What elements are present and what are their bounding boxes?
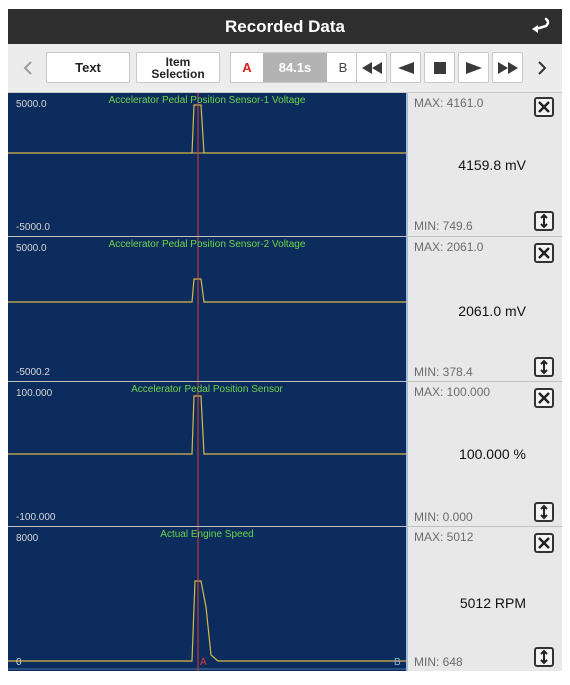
fast-rewind-button[interactable]	[356, 52, 387, 83]
resize-vertical-icon[interactable]	[534, 211, 554, 231]
graph-title: Accelerator Pedal Position Sensor-2 Voltage	[108, 239, 306, 250]
play-button[interactable]	[458, 52, 489, 83]
item-selection-button[interactable]	[136, 52, 220, 83]
resize-vertical-icon[interactable]	[534, 357, 554, 377]
cursor-time-group	[230, 52, 360, 83]
cursor-a-marker: A	[200, 657, 207, 668]
current-value: 4159.8 mV	[458, 157, 526, 173]
data-panel-3	[8, 382, 562, 526]
data-panel-1	[8, 93, 562, 236]
data-panel-4	[8, 527, 562, 671]
data-panel-2	[8, 237, 562, 381]
stop-icon	[434, 62, 446, 74]
y-max-label: 5000.0	[16, 243, 47, 254]
resize-vertical-icon[interactable]	[534, 647, 554, 667]
graph-2[interactable]	[8, 237, 406, 381]
graph-4[interactable]	[8, 527, 406, 671]
step-back-button[interactable]	[390, 52, 421, 83]
graph-3[interactable]	[8, 382, 406, 526]
y-max-label: 100.000	[16, 388, 53, 399]
fast-forward-button[interactable]	[492, 52, 523, 83]
item-selection-line2: Selection	[151, 66, 205, 81]
min-value: MIN: 648	[414, 655, 463, 669]
y-min-label: -5000.2	[16, 367, 50, 378]
graph-title: Accelerator Pedal Position Sensor-1 Voltage	[108, 95, 306, 106]
cursor-b-marker: B	[394, 657, 401, 668]
close-icon[interactable]	[534, 533, 554, 553]
item-selection-line1: Item	[165, 54, 191, 69]
stop-button[interactable]	[424, 52, 455, 83]
y-max-label: 5000.0	[16, 99, 47, 110]
close-icon[interactable]	[534, 388, 554, 408]
y-min-label: -100.000	[16, 512, 56, 523]
chevron-left-icon[interactable]	[16, 52, 40, 83]
max-value: MAX: 5012	[414, 530, 474, 544]
close-icon[interactable]	[534, 243, 554, 263]
y-min-label: -5000.0	[16, 222, 50, 233]
value-sidebar	[406, 93, 562, 236]
toolbar	[8, 44, 562, 93]
cursor-b-button[interactable]: B	[338, 60, 348, 75]
page-title: Recorded Data	[225, 17, 345, 36]
y-max-label: 8000	[16, 533, 39, 544]
text-button[interactable]: Text	[46, 52, 130, 83]
max-value: MAX: 100.000	[414, 385, 491, 399]
current-value: 100.000 %	[459, 446, 526, 462]
max-value: MAX: 2061.0	[414, 240, 484, 254]
return-arrow-icon[interactable]	[526, 13, 554, 39]
fast-rewind-icon	[362, 62, 382, 74]
current-value: 2061.0 mV	[458, 303, 526, 319]
value-sidebar	[406, 382, 562, 526]
min-value: MIN: 0.000	[414, 510, 473, 524]
fast-forward-icon	[498, 62, 518, 74]
play-reverse-icon	[398, 62, 414, 74]
chevron-right-icon[interactable]	[530, 52, 554, 83]
value-sidebar	[406, 237, 562, 381]
title-bar	[8, 9, 562, 44]
cursor-time-display: 84.1s	[263, 53, 327, 82]
graph-1[interactable]	[8, 93, 406, 236]
current-value: 5012 RPM	[459, 595, 526, 611]
max-value: MAX: 4161.0	[414, 96, 484, 110]
graph-title: Accelerator Pedal Position Sensor	[131, 384, 283, 395]
close-icon[interactable]	[534, 97, 554, 117]
min-value: MIN: 749.6	[414, 219, 473, 233]
value-sidebar	[406, 527, 562, 671]
play-icon	[466, 62, 482, 74]
y-min-label: 0	[16, 657, 22, 668]
cursor-a-button[interactable]: A	[242, 60, 252, 75]
min-value: MIN: 378.4	[414, 365, 473, 379]
graph-title: Actual Engine Speed	[160, 529, 254, 540]
resize-vertical-icon[interactable]	[534, 502, 554, 522]
